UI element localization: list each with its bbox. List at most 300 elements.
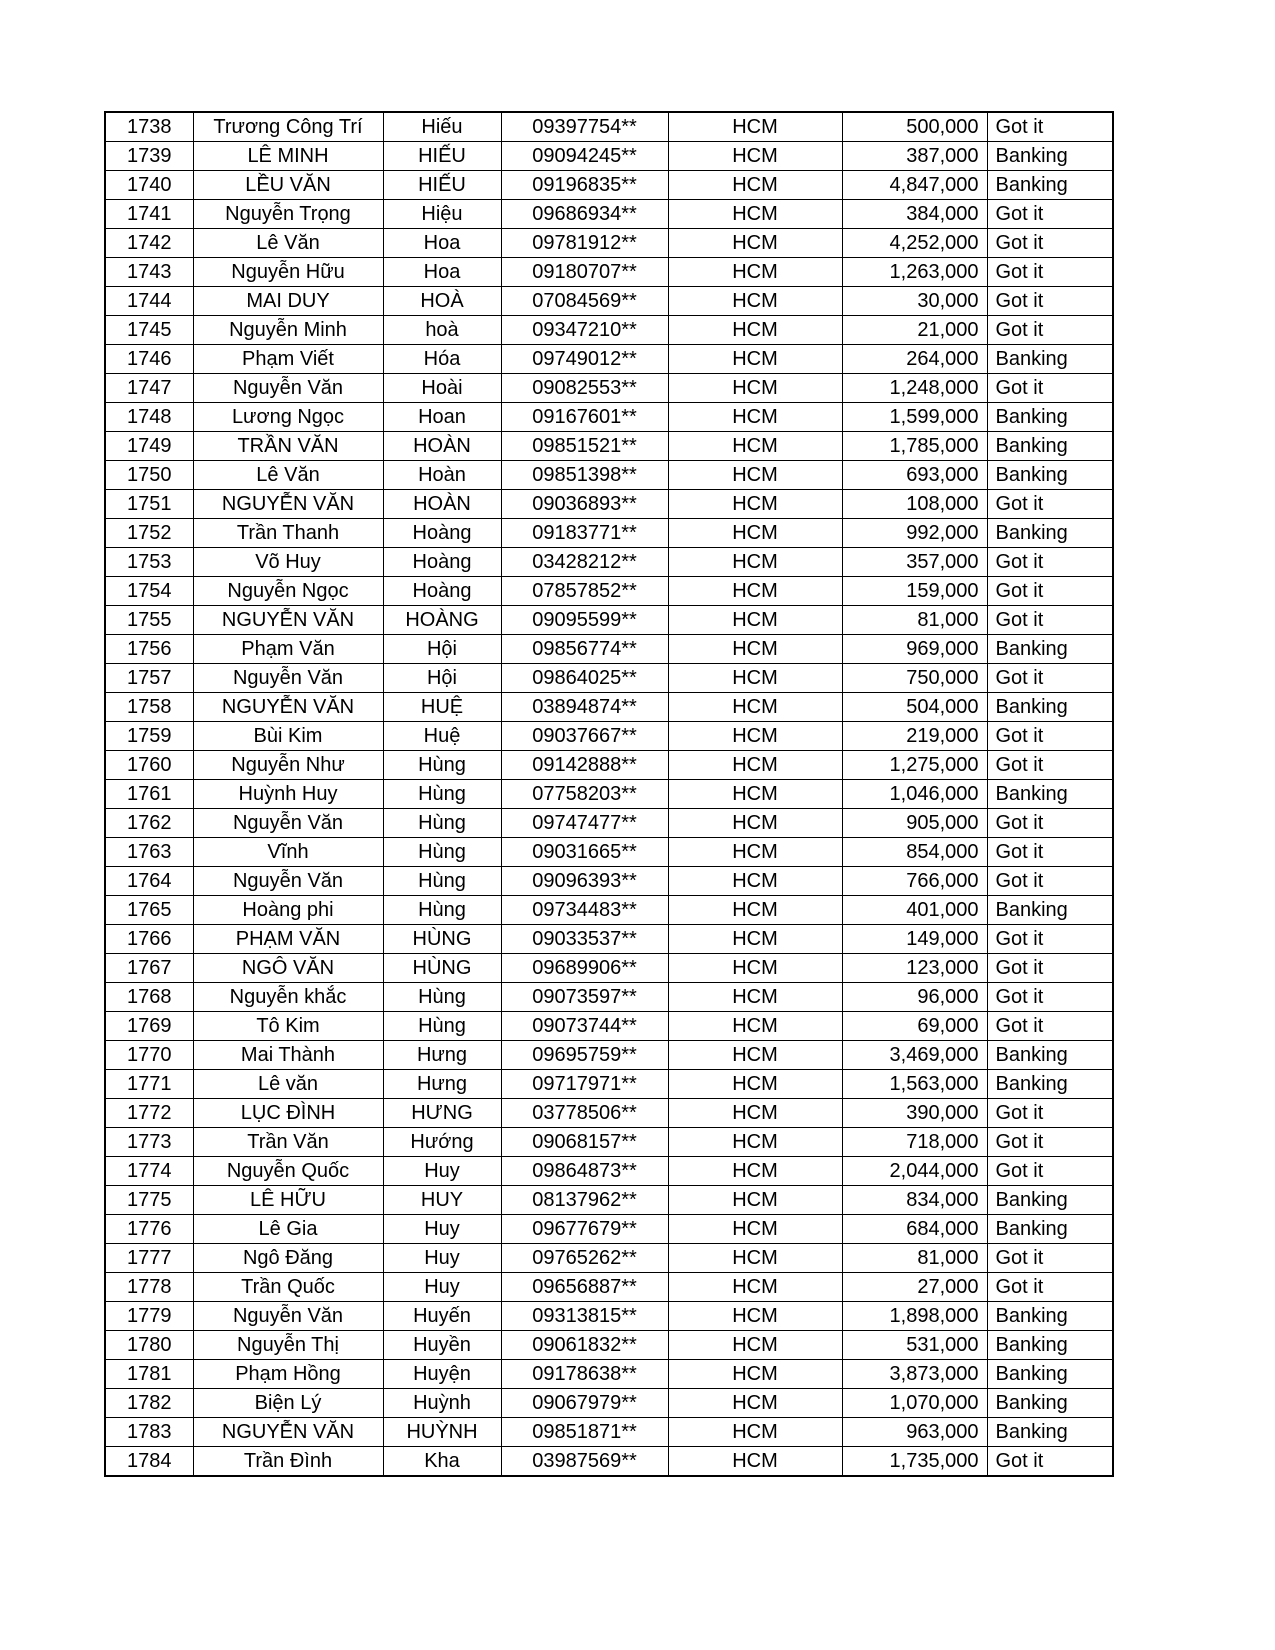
last-name-cell: Nguyễn Văn (193, 374, 383, 403)
amount-cell: 718,000 (842, 1128, 987, 1157)
first-name-cell: Kha (383, 1447, 501, 1477)
row-number-cell: 1782 (105, 1389, 193, 1418)
amount-cell: 3,469,000 (842, 1041, 987, 1070)
last-name-cell: LỀU VĂN (193, 171, 383, 200)
row-number-cell: 1740 (105, 171, 193, 200)
last-name-cell: Lê Gia (193, 1215, 383, 1244)
phone-cell: 09856774** (501, 635, 668, 664)
amount-cell: 264,000 (842, 345, 987, 374)
first-name-cell: Hùng (383, 809, 501, 838)
city-cell: HCM (668, 229, 842, 258)
last-name-cell: Nguyễn Văn (193, 867, 383, 896)
first-name-cell: Huy (383, 1157, 501, 1186)
row-number-cell: 1784 (105, 1447, 193, 1477)
amount-cell: 401,000 (842, 896, 987, 925)
first-name-cell: Hoa (383, 258, 501, 287)
table-row (105, 722, 1113, 751)
city-cell: HCM (668, 635, 842, 664)
row-number-cell: 1759 (105, 722, 193, 751)
amount-cell: 684,000 (842, 1215, 987, 1244)
city-cell: HCM (668, 664, 842, 693)
payment-method-cell: Got it (987, 925, 1113, 954)
first-name-cell: Hoa (383, 229, 501, 258)
amount-cell: 1,785,000 (842, 432, 987, 461)
city-cell: HCM (668, 1389, 842, 1418)
payment-method-cell: Banking (987, 896, 1113, 925)
last-name-cell: Nguyễn Như (193, 751, 383, 780)
amount-cell: 1,248,000 (842, 374, 987, 403)
table-row (105, 171, 1113, 200)
city-cell: HCM (668, 896, 842, 925)
city-cell: HCM (668, 432, 842, 461)
amount-cell: 1,599,000 (842, 403, 987, 432)
last-name-cell: Trần Quốc (193, 1273, 383, 1302)
last-name-cell: Ngô Đăng (193, 1244, 383, 1273)
amount-cell: 531,000 (842, 1331, 987, 1360)
payment-method-cell: Banking (987, 1360, 1113, 1389)
phone-cell: 09033537** (501, 925, 668, 954)
last-name-cell: Lê văn (193, 1070, 383, 1099)
first-name-cell: Hùng (383, 983, 501, 1012)
table-row (105, 1157, 1113, 1186)
phone-cell: 09397754** (501, 112, 668, 142)
payment-method-cell: Got it (987, 490, 1113, 519)
payment-method-cell: Banking (987, 1070, 1113, 1099)
table-row (105, 1215, 1113, 1244)
row-number-cell: 1751 (105, 490, 193, 519)
amount-cell: 1,070,000 (842, 1389, 987, 1418)
row-number-cell: 1765 (105, 896, 193, 925)
city-cell: HCM (668, 142, 842, 171)
row-number-cell: 1777 (105, 1244, 193, 1273)
phone-cell: 09851871** (501, 1418, 668, 1447)
first-name-cell: Hùng (383, 896, 501, 925)
table-body (105, 112, 1113, 1476)
phone-cell: 09073744** (501, 1012, 668, 1041)
amount-cell: 390,000 (842, 1099, 987, 1128)
table-row (105, 519, 1113, 548)
table-row (105, 229, 1113, 258)
first-name-cell: HUY (383, 1186, 501, 1215)
amount-cell: 750,000 (842, 664, 987, 693)
payment-method-cell: Banking (987, 519, 1113, 548)
city-cell: HCM (668, 374, 842, 403)
table-row (105, 1070, 1113, 1099)
phone-cell: 09082553** (501, 374, 668, 403)
table-row (105, 200, 1113, 229)
payment-method-cell: Banking (987, 693, 1113, 722)
first-name-cell: HIẾU (383, 142, 501, 171)
last-name-cell: Nguyễn Văn (193, 1302, 383, 1331)
amount-cell: 384,000 (842, 200, 987, 229)
phone-cell: 09347210** (501, 316, 668, 345)
amount-cell: 963,000 (842, 1418, 987, 1447)
city-cell: HCM (668, 1418, 842, 1447)
phone-cell: 09734483** (501, 896, 668, 925)
row-number-cell: 1750 (105, 461, 193, 490)
phone-cell: 09717971** (501, 1070, 668, 1099)
last-name-cell: Nguyễn Quốc (193, 1157, 383, 1186)
first-name-cell: Huy (383, 1244, 501, 1273)
last-name-cell: Trần Đình (193, 1447, 383, 1477)
payment-method-cell: Banking (987, 345, 1113, 374)
phone-cell: 09749012** (501, 345, 668, 374)
first-name-cell: HOÀNG (383, 606, 501, 635)
amount-cell: 219,000 (842, 722, 987, 751)
row-number-cell: 1780 (105, 1331, 193, 1360)
amount-cell: 123,000 (842, 954, 987, 983)
first-name-cell: Hùng (383, 867, 501, 896)
row-number-cell: 1758 (105, 693, 193, 722)
last-name-cell: Trần Thanh (193, 519, 383, 548)
city-cell: HCM (668, 983, 842, 1012)
last-name-cell: Nguyễn Minh (193, 316, 383, 345)
amount-cell: 21,000 (842, 316, 987, 345)
row-number-cell: 1771 (105, 1070, 193, 1099)
payment-method-cell: Got it (987, 1128, 1113, 1157)
last-name-cell: NGUYỄN VĂN (193, 693, 383, 722)
first-name-cell: HÙNG (383, 954, 501, 983)
row-number-cell: 1743 (105, 258, 193, 287)
table-row (105, 403, 1113, 432)
phone-cell: 09781912** (501, 229, 668, 258)
row-number-cell: 1749 (105, 432, 193, 461)
city-cell: HCM (668, 693, 842, 722)
row-number-cell: 1741 (105, 200, 193, 229)
last-name-cell: NGÔ VĂN (193, 954, 383, 983)
row-number-cell: 1769 (105, 1012, 193, 1041)
last-name-cell: Trần Văn (193, 1128, 383, 1157)
phone-cell: 09095599** (501, 606, 668, 635)
row-number-cell: 1739 (105, 142, 193, 171)
table-row (105, 925, 1113, 954)
row-number-cell: 1752 (105, 519, 193, 548)
table-row (105, 1389, 1113, 1418)
row-number-cell: 1767 (105, 954, 193, 983)
amount-cell: 992,000 (842, 519, 987, 548)
payment-method-cell: Got it (987, 1244, 1113, 1273)
payment-method-cell: Got it (987, 548, 1113, 577)
amount-cell: 504,000 (842, 693, 987, 722)
last-name-cell: Lương Ngọc (193, 403, 383, 432)
city-cell: HCM (668, 606, 842, 635)
last-name-cell: Biện Lý (193, 1389, 383, 1418)
row-number-cell: 1781 (105, 1360, 193, 1389)
payment-method-cell: Banking (987, 171, 1113, 200)
amount-cell: 4,252,000 (842, 229, 987, 258)
phone-cell: 09183771** (501, 519, 668, 548)
city-cell: HCM (668, 1012, 842, 1041)
last-name-cell: NGUYỄN VĂN (193, 490, 383, 519)
phone-cell: 09094245** (501, 142, 668, 171)
city-cell: HCM (668, 1302, 842, 1331)
first-name-cell: Hội (383, 635, 501, 664)
last-name-cell: Phạm Văn (193, 635, 383, 664)
payment-method-cell: Got it (987, 1157, 1113, 1186)
amount-cell: 500,000 (842, 112, 987, 142)
table-row (105, 954, 1113, 983)
first-name-cell: Hùng (383, 838, 501, 867)
table-row (105, 577, 1113, 606)
amount-cell: 1,263,000 (842, 258, 987, 287)
last-name-cell: Nguyễn khắc (193, 983, 383, 1012)
amount-cell: 766,000 (842, 867, 987, 896)
phone-cell: 09178638** (501, 1360, 668, 1389)
phone-cell: 09037667** (501, 722, 668, 751)
payment-method-cell: Banking (987, 1331, 1113, 1360)
last-name-cell: NGUYỄN VĂN (193, 1418, 383, 1447)
table-row (105, 1273, 1113, 1302)
city-cell: HCM (668, 461, 842, 490)
last-name-cell: Nguyễn Thị (193, 1331, 383, 1360)
payment-method-cell: Banking (987, 1215, 1113, 1244)
first-name-cell: Hùng (383, 1012, 501, 1041)
row-number-cell: 1744 (105, 287, 193, 316)
city-cell: HCM (668, 867, 842, 896)
last-name-cell: Trương Công Trí (193, 112, 383, 142)
payment-method-cell: Got it (987, 809, 1113, 838)
row-number-cell: 1772 (105, 1099, 193, 1128)
amount-cell: 834,000 (842, 1186, 987, 1215)
first-name-cell: Hoàng (383, 519, 501, 548)
city-cell: HCM (668, 722, 842, 751)
row-number-cell: 1763 (105, 838, 193, 867)
city-cell: HCM (668, 112, 842, 142)
table-row (105, 1331, 1113, 1360)
phone-cell: 09031665** (501, 838, 668, 867)
phone-cell: 03428212** (501, 548, 668, 577)
row-number-cell: 1748 (105, 403, 193, 432)
phone-cell: 09864873** (501, 1157, 668, 1186)
payment-method-cell: Banking (987, 1041, 1113, 1070)
row-number-cell: 1775 (105, 1186, 193, 1215)
row-number-cell: 1745 (105, 316, 193, 345)
city-cell: HCM (668, 1070, 842, 1099)
table-row (105, 142, 1113, 171)
phone-cell: 09180707** (501, 258, 668, 287)
row-number-cell: 1742 (105, 229, 193, 258)
phone-cell: 09851521** (501, 432, 668, 461)
first-name-cell: Huy (383, 1215, 501, 1244)
phone-cell: 09689906** (501, 954, 668, 983)
row-number-cell: 1762 (105, 809, 193, 838)
payment-method-cell: Banking (987, 1418, 1113, 1447)
phone-cell: 07857852** (501, 577, 668, 606)
first-name-cell: Hưng (383, 1041, 501, 1070)
payment-method-cell: Banking (987, 142, 1113, 171)
amount-cell: 27,000 (842, 1273, 987, 1302)
table-row (105, 751, 1113, 780)
phone-cell: 09851398** (501, 461, 668, 490)
last-name-cell: Nguyễn Ngọc (193, 577, 383, 606)
first-name-cell: Huy (383, 1273, 501, 1302)
amount-cell: 30,000 (842, 287, 987, 316)
amount-cell: 1,275,000 (842, 751, 987, 780)
table-row (105, 1012, 1113, 1041)
first-name-cell: Huyến (383, 1302, 501, 1331)
city-cell: HCM (668, 1041, 842, 1070)
amount-cell: 854,000 (842, 838, 987, 867)
last-name-cell: Hoàng phi (193, 896, 383, 925)
amount-cell: 969,000 (842, 635, 987, 664)
last-name-cell: MAI DUY (193, 287, 383, 316)
amount-cell: 1,046,000 (842, 780, 987, 809)
amount-cell: 108,000 (842, 490, 987, 519)
city-cell: HCM (668, 287, 842, 316)
payment-method-cell: Got it (987, 200, 1113, 229)
first-name-cell: Hùng (383, 780, 501, 809)
phone-cell: 03987569** (501, 1447, 668, 1477)
table-row (105, 374, 1113, 403)
payment-method-cell: Banking (987, 635, 1113, 664)
first-name-cell: Hội (383, 664, 501, 693)
city-cell: HCM (668, 838, 842, 867)
phone-cell: 09096393** (501, 867, 668, 896)
table-row (105, 1244, 1113, 1273)
row-number-cell: 1776 (105, 1215, 193, 1244)
table-row (105, 896, 1113, 925)
phone-cell: 09747477** (501, 809, 668, 838)
payment-method-cell: Got it (987, 838, 1113, 867)
city-cell: HCM (668, 1215, 842, 1244)
city-cell: HCM (668, 780, 842, 809)
amount-cell: 2,044,000 (842, 1157, 987, 1186)
city-cell: HCM (668, 316, 842, 345)
last-name-cell: Nguyễn Trọng (193, 200, 383, 229)
row-number-cell: 1773 (105, 1128, 193, 1157)
last-name-cell: Lê Văn (193, 229, 383, 258)
amount-cell: 69,000 (842, 1012, 987, 1041)
row-number-cell: 1761 (105, 780, 193, 809)
first-name-cell: Huyện (383, 1360, 501, 1389)
row-number-cell: 1783 (105, 1418, 193, 1447)
first-name-cell: HIẾU (383, 171, 501, 200)
first-name-cell: Hoàng (383, 548, 501, 577)
first-name-cell: Hóa (383, 345, 501, 374)
payment-method-cell: Banking (987, 461, 1113, 490)
amount-cell: 4,847,000 (842, 171, 987, 200)
phone-cell: 09313815** (501, 1302, 668, 1331)
last-name-cell: PHẠM VĂN (193, 925, 383, 954)
row-number-cell: 1779 (105, 1302, 193, 1331)
phone-cell: 09073597** (501, 983, 668, 1012)
amount-cell: 387,000 (842, 142, 987, 171)
last-name-cell: Phạm Hồng (193, 1360, 383, 1389)
amount-cell: 1,563,000 (842, 1070, 987, 1099)
last-name-cell: LỤC ĐÌNH (193, 1099, 383, 1128)
last-name-cell: Bùi Kim (193, 722, 383, 751)
city-cell: HCM (668, 1099, 842, 1128)
first-name-cell: Hưng (383, 1070, 501, 1099)
phone-cell: 07084569** (501, 287, 668, 316)
recipients-table (104, 111, 1114, 1477)
amount-cell: 693,000 (842, 461, 987, 490)
row-number-cell: 1756 (105, 635, 193, 664)
payment-method-cell: Banking (987, 780, 1113, 809)
payment-method-cell: Banking (987, 1186, 1113, 1215)
first-name-cell: HOÀN (383, 432, 501, 461)
city-cell: HCM (668, 345, 842, 374)
first-name-cell: Huỳnh (383, 1389, 501, 1418)
table-row (105, 461, 1113, 490)
amount-cell: 149,000 (842, 925, 987, 954)
last-name-cell: Phạm Viết (193, 345, 383, 374)
row-number-cell: 1764 (105, 867, 193, 896)
table-row (105, 635, 1113, 664)
table-row (105, 1302, 1113, 1331)
last-name-cell: Lê Văn (193, 461, 383, 490)
city-cell: HCM (668, 577, 842, 606)
city-cell: HCM (668, 258, 842, 287)
payment-method-cell: Got it (987, 664, 1113, 693)
city-cell: HCM (668, 751, 842, 780)
payment-method-cell: Got it (987, 316, 1113, 345)
city-cell: HCM (668, 954, 842, 983)
first-name-cell: Hoan (383, 403, 501, 432)
table-row (105, 867, 1113, 896)
first-name-cell: Hiệu (383, 200, 501, 229)
first-name-cell: Huyền (383, 1331, 501, 1360)
amount-cell: 96,000 (842, 983, 987, 1012)
phone-cell: 03778506** (501, 1099, 668, 1128)
last-name-cell: Võ Huy (193, 548, 383, 577)
city-cell: HCM (668, 1447, 842, 1477)
row-number-cell: 1757 (105, 664, 193, 693)
table-row (105, 664, 1113, 693)
first-name-cell: Hiếu (383, 112, 501, 142)
amount-cell: 159,000 (842, 577, 987, 606)
table-row (105, 1447, 1113, 1477)
city-cell: HCM (668, 1157, 842, 1186)
first-name-cell: Hướng (383, 1128, 501, 1157)
first-name-cell: HƯNG (383, 1099, 501, 1128)
city-cell: HCM (668, 519, 842, 548)
phone-cell: 09677679** (501, 1215, 668, 1244)
table-row (105, 1041, 1113, 1070)
payment-method-cell: Got it (987, 722, 1113, 751)
first-name-cell: HUỲNH (383, 1418, 501, 1447)
city-cell: HCM (668, 1273, 842, 1302)
payment-method-cell: Got it (987, 1099, 1113, 1128)
last-name-cell: LÊ MINH (193, 142, 383, 171)
last-name-cell: Nguyễn Văn (193, 664, 383, 693)
last-name-cell: Nguyễn Văn (193, 809, 383, 838)
payment-method-cell: Banking (987, 1302, 1113, 1331)
first-name-cell: HUỆ (383, 693, 501, 722)
row-number-cell: 1770 (105, 1041, 193, 1070)
first-name-cell: HÙNG (383, 925, 501, 954)
first-name-cell: Hoài (383, 374, 501, 403)
payment-method-cell: Banking (987, 432, 1113, 461)
payment-method-cell: Got it (987, 1012, 1113, 1041)
phone-cell: 09765262** (501, 1244, 668, 1273)
amount-cell: 81,000 (842, 606, 987, 635)
amount-cell: 81,000 (842, 1244, 987, 1273)
payment-method-cell: Got it (987, 1447, 1113, 1477)
table-row (105, 838, 1113, 867)
phone-cell: 09864025** (501, 664, 668, 693)
city-cell: HCM (668, 1360, 842, 1389)
first-name-cell: Hùng (383, 751, 501, 780)
city-cell: HCM (668, 925, 842, 954)
table-row (105, 606, 1113, 635)
phone-cell: 09061832** (501, 1331, 668, 1360)
table-row (105, 345, 1113, 374)
last-name-cell: Huỳnh Huy (193, 780, 383, 809)
amount-cell: 905,000 (842, 809, 987, 838)
payment-method-cell: Got it (987, 867, 1113, 896)
city-cell: HCM (668, 403, 842, 432)
